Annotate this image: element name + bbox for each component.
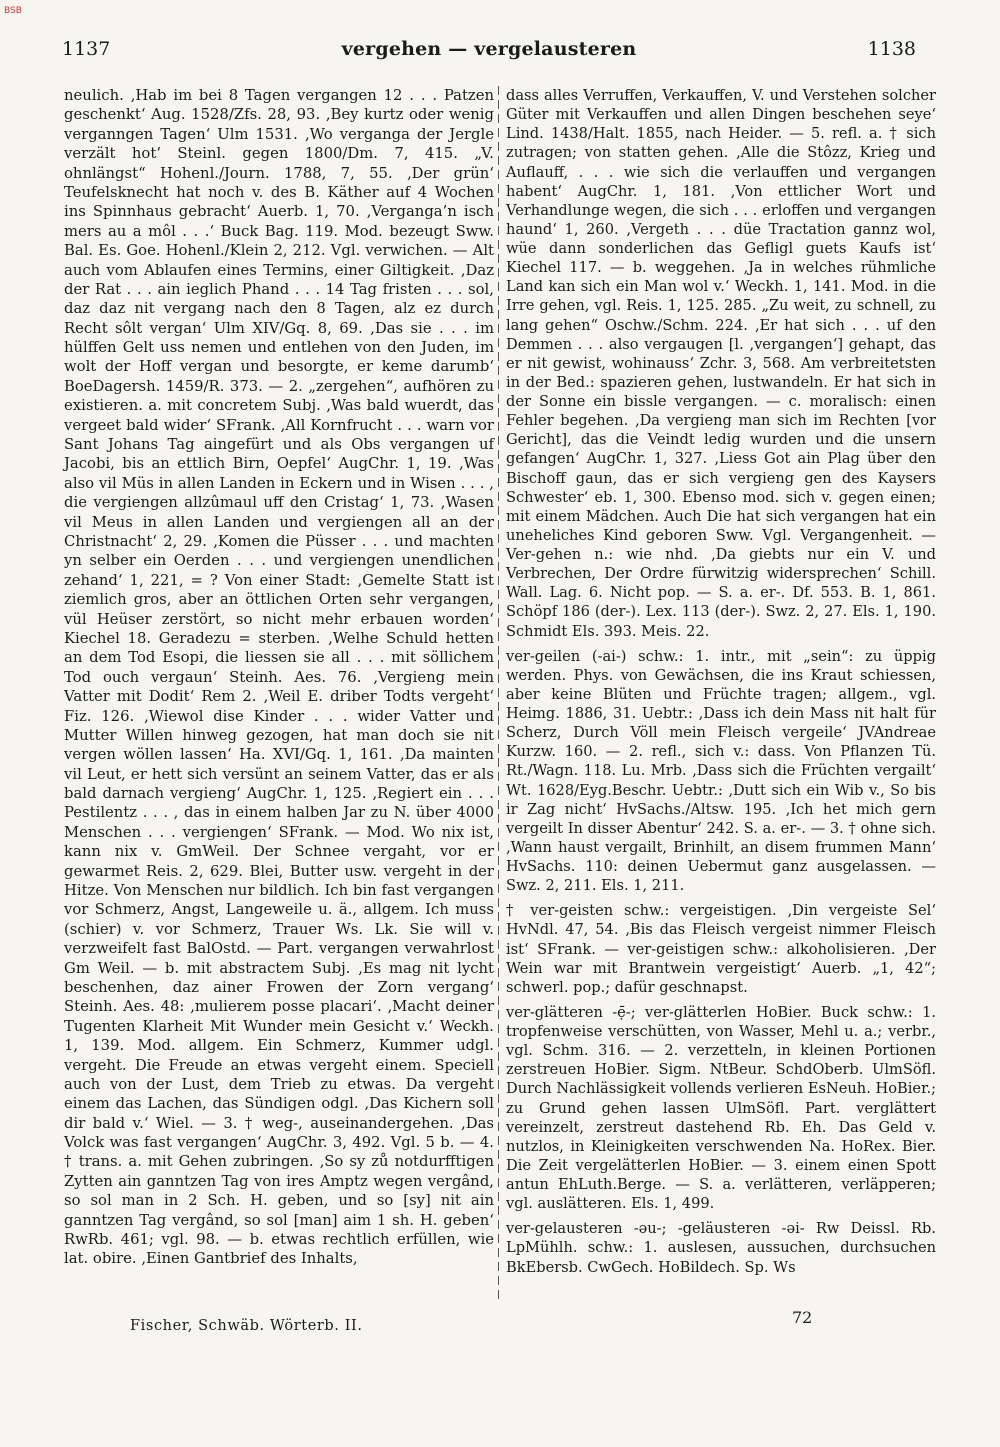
- sheet-number: 72: [792, 1308, 813, 1327]
- right-column-text: dass alles Verruffen, Verkauffen, V. und Verstehen solcher Güter mit Verkauffen und allen Dingen beschehen seye‘ Lind. 1438/Halt. 1855, nach Heider. — 5. refl. a. † sich zutragen; von statten gehen. ‚Alle die Stôzz, Krieg und Auflauff, . . . wie sich die verlauffen und vergangen habent‘ AugChr. 1, 181. ‚Von ettlicher Wort und Verhandlunge wegen, die sich . . . erloffen und vergangen haund‘ 1, 260. ‚Vergeth . . . düe Tractation gannz wol, wüe dann sonderlichen das Gefligl guets Kaufs ist‘ Kiechel 117. — b. weggehen. ‚Ja in welches rühmliche Land kan sich ein Man wol v.‘ Weckh. 1, 141. Mod. in die Irre gehen, vgl. Reis. 1, 125. 285. „Zu weit, zu schnell, zu lang gehen“ Oschw./Schm. 224. ‚Er hat sich . . . uf den Demmen . . . also vergaugen [l. ‚vergangen‘] gehapt, das er nit gewist, wohinauss‘ Zchr. 3, 568. Am verbreitetsten in der Bed.: spazieren gehen, lustwandeln. Er hat sich in der Sonne ein bissle vergangen. — c. moralisch: einen Fehler begehen. ‚Da vergieng man sich im Rechten [vor Gericht], das die Veindt ledig wurden und die unsern gefangen‘ AugChr. 1, 327. ‚Liess Got ain Plag über den Bischoff gaun, das er sich vergieng gen des Kaysers Schwester‘ eb. 1, 300. Ebenso mod. sich v. gegen einen; mit einem Mädchen. Auch Die hat sich vergangen hat ein uneheliches Kind geboren Sww. Vgl. Vergangenheit. — Ver-gehen n.: wie nhd. ‚Da giebts nur ein V. und Verbrechen, Der Ordre fürwitzig widersprechen‘ Schill. Wall. Lag. 6. Nicht pop. — S. a. er-. Df. 553. B. 1, 861. Schöpf 186 (der-). Lex. 113 (der-). Swz. 2, 27. Els. 1, 190. Schmidt Els. 393. Meis. 22.: [506, 87, 936, 640]
- page-header: [62, 38, 916, 68]
- right-column: [506, 86, 936, 1277]
- entry-vergelausteren: ver-gelausteren -əu-; -geläusteren -əi- Rw Deissl. Rb. LpMühlh. schw.: 1. auslesen, aussuchen, durchsuchen BkEbersb. CwGech. HoBildech. Sp. Ws: [506, 1220, 936, 1276]
- entry-verglaetteren: ver-glätteren -ẹ̄-; ver-glätterlen HoBier. Buck schw.: 1. tropfenweise verschütten, von Wasser, Mehl u. a.; verbr., vgl. Schm. 316. — 2. verzetteln, in kleinen Portionen zerstreuen HoBier. Sigm. NtBeur. SchdOberb. UlmSöfl. Durch Nachlässigkeit vollends verlieren EsNeuh. HoBier.; zu Grund gehen lassen UlmSöfl. Part. verglättert vereinzelt, zerstreut dastehend Rb. Eh. Das Geld v. nutzlos, in Kleinigkeiten verschwenden Na. HoRex. Bier. Die Zeit vergelätterlen HoBier. — 3. einem einen Spott antun EhLuth.Berge. — S. a. verlätteren, verläpperen; vgl. auslätteren. Els. 1, 499.: [506, 1003, 936, 1213]
- left-column-text: neulich. ‚Hab im bei 8 Tagen vergangen 12 . . . Patzen geschenkt‘ Aug. 1528/Zfs. 28, 93. ‚Bey kurtz oder wenig verganngen Tagen‘ Ulm 1531. ‚Wo verganga der Jergle verzält hot‘ Steinl. gegen 1800/Dm. 7, 415. „V. ohnlängst“ Hohenl./Journ. 1788, 7, 55. ‚Der grün‘ Teufelsknecht hat noch v. des B. Käther auf 4 Wochen ins Spinnhaus gebracht‘ Auerb. 1, 70. ‚Verganga’n isch mers au a môl . . .‘ Buck Bag. 119. Mod. bezeugt Sww. Bal. Es. Goe. Hohenl./Klein 2, 212. Vgl. verwichen. — Alt auch vom Ablaufen eines Termins, einer Giltigkeit. ‚Daz der Rat . . . ain ieglich Phand . . . 14 Tag fristen . . . sol, daz daz nit vergang nach den 8 Tagen, alz ez durch Recht sôlt vergan‘ Ulm XIV/Gq. 8, 69. ‚Das sie . . . im hülffen Gelt uss nemen und entlehen von den Juden, im wolt der Hoff vergan und besorgte, er keme darumb‘ BoeDagersh. 1459/R. 373. — 2. „zergehen“, aufhören zu existieren. a. mit concretem Subj. ‚Was bald wuerdt, das vergeet bald wider‘ SFrank. ‚All Kornfrucht . . . warn vor Sant Johans Tag aingefürt und als Obs vergangen uf Jacobi, bis an ettlich Birn, Oepfel‘ AugChr. 1, 19. ‚Was also vil Müs in allen Landen in Eckern und in Wisen . . . , die vergiengen allzûmaul uff den Cristag‘ 1, 73. ‚Wasen vil Meus in allen Landen und vergiengen all an der Christnacht‘ 2, 29. ‚Komen die Püsser . . . und machten yn selber ein Oerden . . . und vergiengen unendlichen zehand‘ 1, 221, = ? Von einer Stadt: ‚Gemelte Statt ist ziemlich gros, aber an öttlichen Orten sehr vergangen, vül Heüser zerstört, so nicht mehr erbauen worden‘ Kiechel 18. Geradezu = sterben. ‚Welhe Schuld hetten an dem Tod Esopi, die liessen sie all . . . mit söllichem Tod ouch vergaun‘ Steinh. Aes. 76. ‚Vergieng mein Vatter mit Dodit‘ Rem 2. ‚Weil E. driber Todts vergeht‘ Fiz. 126. ‚Wiewol dise Kinder . . . wider Vatter und Mutter Willen hinweg gezogen, hat man doch sie nit vergen wöllen lassen‘ Ha. XVI/Gq. 1, 161. ‚Da mainten vil Leut, er hett sich versünt an seinem Vatter, das er als bald darnach vergieng‘ AugChr. 1, 125. ‚Regiert ein . . . Pestilentz . . . , das in einem halben Jar zu N. über 4000 Menschen . . . vergiengen‘ SFrank. — Mod. Wo nix ist, kann nix v. GmWeil. Der Schnee vergaht, vor er gewarmet Reis. 2, 629. Blei, Butter usw. vergeht in der Hitze. Von Menschen nur bildlich. Ich bin fast vergangen vor Schmerz, Angst, Langeweile u. ä., allgem. Ich muss (schier) v. vor Schmerz, Trauer Ws. Lk. Sie will v. verzweifelt fast BalOstd. — Part. vergangen verwahrlost Gm Weil. — b. mit abstractem Subj. ‚Es mag nit lycht beschenhen, daz ainer Frowen der Zorn vergang‘ Steinh. Aes. 48: ‚mulierem posse placari‘. ‚Macht deiner Tugenten Klarheit Mit Wunder mein Gesicht v.‘ Weckh. 1, 139. Mod. allgem. Ein Schmerz, Kummer udgl. vergeht. Die Freude an etwas vergeht einem. Speciell auch von der Lust, dem Trieb zu etwas. Da vergeht einem das Lachen, das Sündigen odgl. ‚Das Kichern soll dir bald v.‘ Wiel. — 3. † weg-, auseinandergehen. ‚Das Volck was fast vergangen‘ AugChr. 3, 492. Vgl. 5 b. — 4. † trans. a. mit Gehen zubringen. ‚So sy zů notdurfftigen Zytten ain ganntzen Tag von ires Amptz wegen vergând, so sol man in 2 Sch. H. geben, und so [sy] nit ain ganntzen Tag vergând, so sol [man] aim 1 sh. H. geben‘ RwRb. 461; vgl. 98. — b. etwas rechtlich erfüllen, wie lat. obire. ‚Einen Gantbrief des Inhalts,: [64, 87, 494, 1268]
- column-number-right: 1138: [867, 38, 916, 60]
- entry-vergeilen: ver-geilen (-ai-) schw.: 1. intr., mit „sein“: zu üppig werden. Phys. von Gewächsen, die ins Kraut schiessen, aber keine Blüten und Früchte tragen; allgem., vgl. Heimg. 1886, 31. Uebtr.: ‚Dass ich dein Mass nit halt für Scherz, Durch Völl mein Fleisch vergeile‘ JVAndreae Kurzw. 160. — 2. refl., sich v.: dass. Von Pflanzen Tü. Rt./Wagn. 118. Lu. Mrb. ‚Dass sich die Früchten vergailt‘ Wt. 1628/Eyg.Beschr. Uebtr.: ‚Dutt sich ein Wib v., So bis ir Zag nicht‘ HvSachs./Altsw. 195. ‚Ich het mich gern vergeilt In disser Abentur‘ 242. S. a. er-. — 3. † ohne sich. ‚Wann haust vergailt, Brinhilt, an disem frummen Mann‘ HvSachs. 110: deinen Uebermut ganz ausgelassen. — Swz. 2, 211. Els. 1, 211.: [506, 647, 936, 895]
- column-divider: [498, 86, 499, 1301]
- footer-attribution: Fischer, Schwäb. Wörterb. II.: [130, 1318, 363, 1334]
- column-number-left: 1137: [62, 38, 111, 60]
- entry-vergeisten: † ver-geisten schw.: vergeistigen. ‚Din vergeiste Sel‘ HvNdl. 47, 54. ‚Bis das Fleisch vergeist nimmer Fleisch ist‘ SFrank. — ver-geistigen schw.: alkoholisieren. ‚Der Wein war mit Brantwein vergeistigt‘ Auerb. „1, 42“; schwerl. pop.; dafür geschnapst.: [506, 902, 936, 996]
- left-column: [64, 86, 494, 1269]
- running-head: vergehen — vergelausteren: [341, 38, 637, 60]
- library-stamp: BSB: [4, 6, 22, 16]
